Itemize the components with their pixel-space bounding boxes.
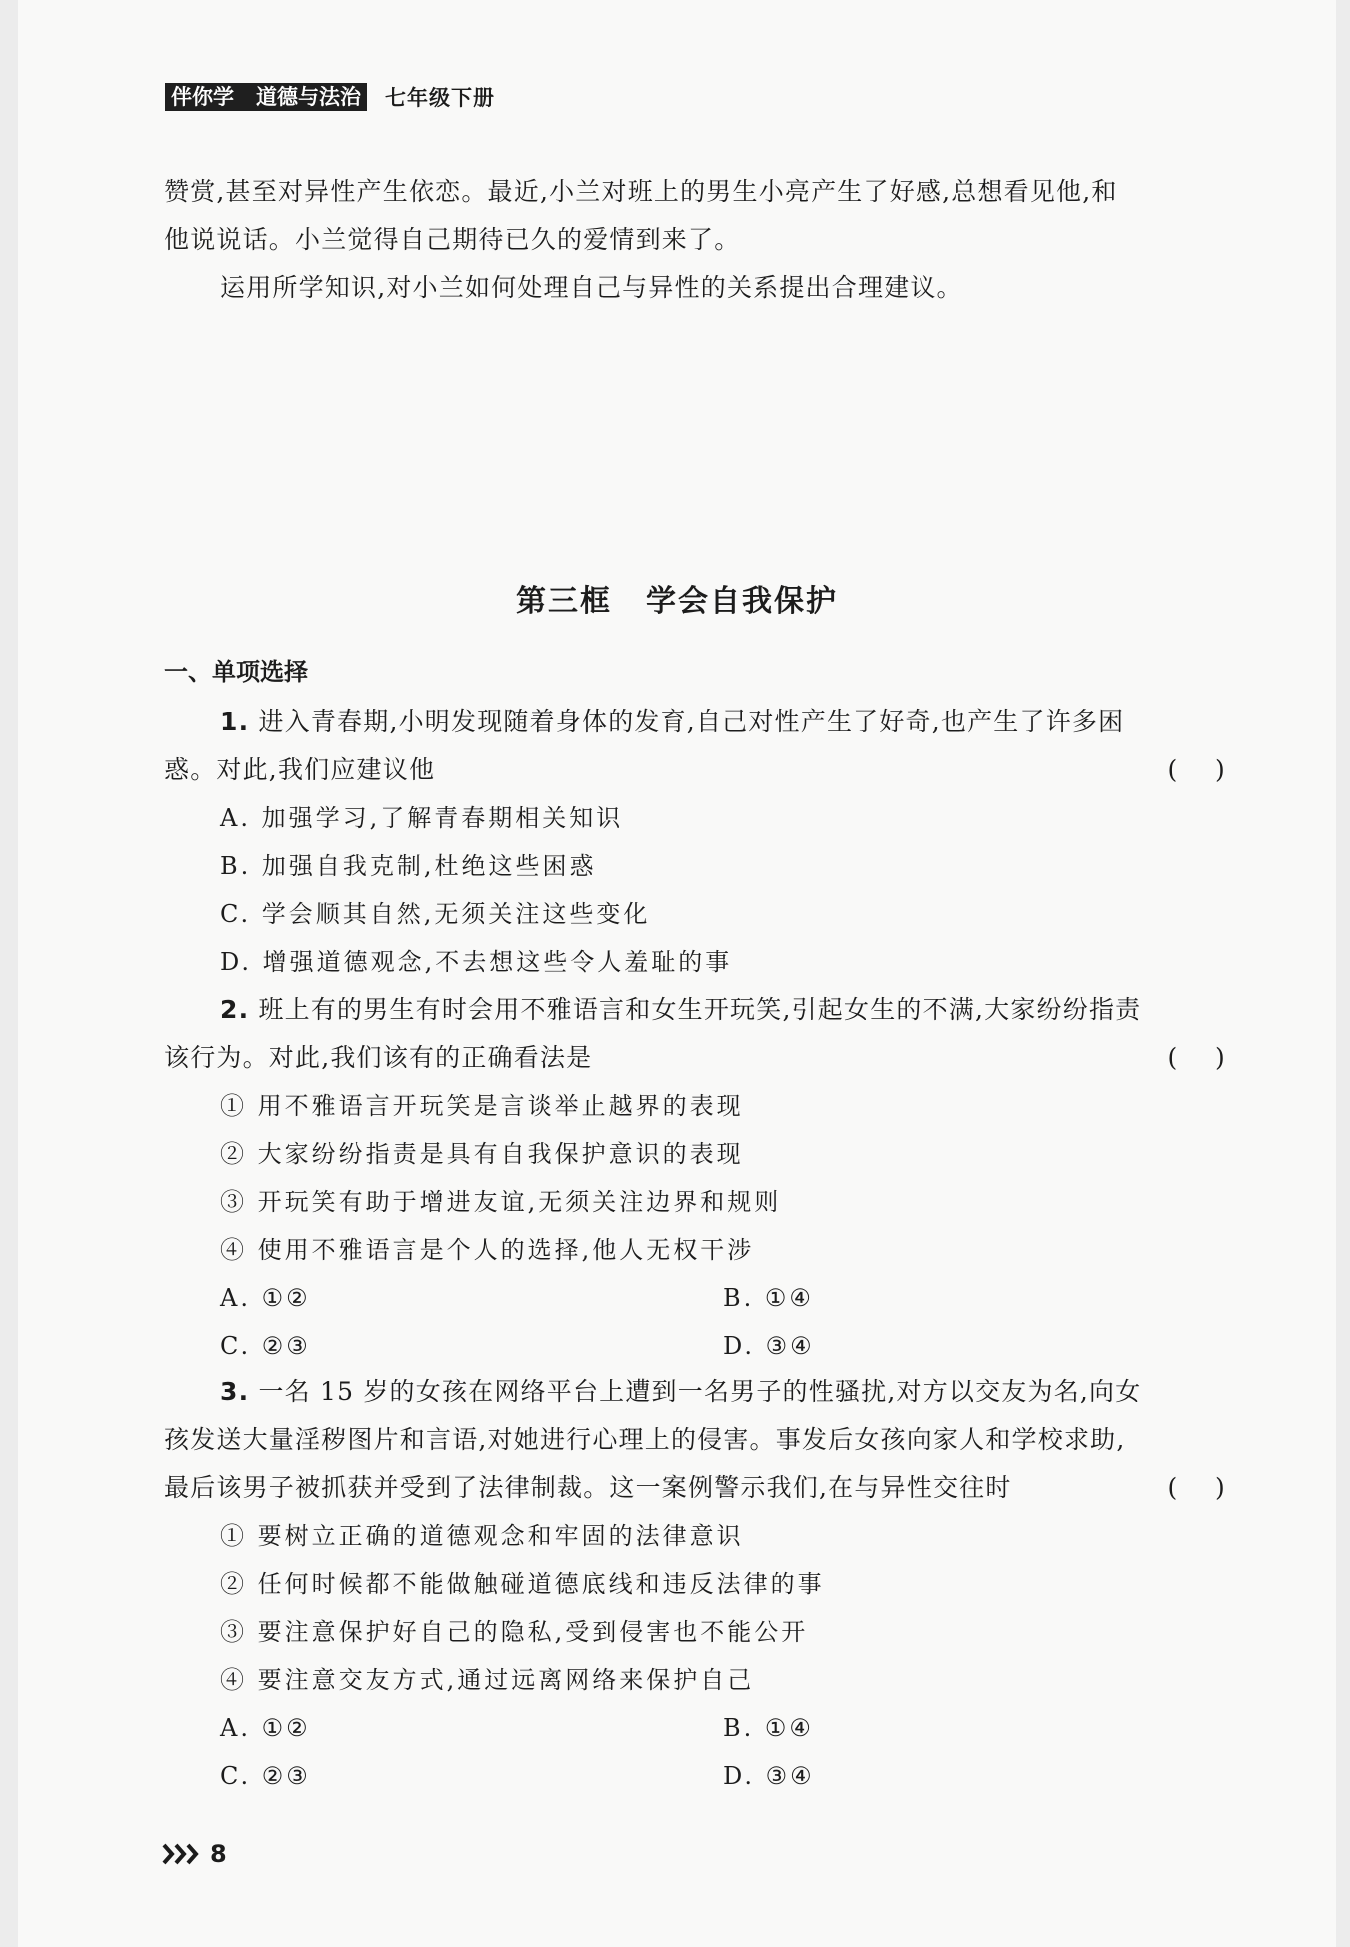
book-series-tag: [165, 83, 367, 111]
section-title: [18, 576, 1336, 620]
option-d: D. ③④: [723, 1762, 815, 1790]
intro-line-2: 他说说话。小兰觉得自己期待已久的爱情到来了。: [164, 225, 741, 254]
question-1: [164, 698, 1226, 986]
section-title-part1: 第三框: [516, 584, 612, 619]
page-number: 8: [210, 1840, 227, 1868]
question-2-last-line: [164, 1034, 1226, 1082]
book-name: 伴你学: [171, 85, 234, 109]
question-2: [164, 986, 1226, 1370]
option-d: D. 增强道德观念,不去想这些令人羞耻的事: [220, 948, 733, 976]
question-3-line-3: 最后该男子被抓获并受到了法律制裁。这一案例警示我们,在与异性交往时: [164, 1473, 1012, 1502]
statement-1: ① 要树立正确的道德观念和牢固的法律意识: [220, 1522, 744, 1550]
answer-blank: ( ): [1167, 1043, 1226, 1072]
question-2-line-2: 该行为。对此,我们该有的正确看法是: [164, 1043, 593, 1072]
options-row-ab: [164, 1704, 1226, 1752]
double-chevron-right-icon: [162, 1842, 202, 1866]
section-title-part2: 学会自我保护: [646, 584, 838, 619]
question-number: 3.: [220, 1377, 250, 1406]
option-c: C. ②③: [220, 1332, 311, 1360]
intro-line-3: 运用所学知识,对小兰如何处理自己与异性的关系提出合理建议。: [220, 273, 963, 302]
intro-line-1: 赞赏,甚至对异性产生依恋。最近,小兰对班上的男生小亮产生了好感,总想看见他,和: [164, 177, 1118, 206]
question-1-stem: [164, 698, 1226, 746]
option-c: C. 学会顺其自然,无须关注这些变化: [220, 900, 651, 928]
options-row-cd: [164, 1752, 1226, 1800]
section-heading: 一、单项选择: [164, 658, 308, 686]
answer-blank: ( ): [1167, 755, 1226, 784]
statement-3: ③ 要注意保护好自己的隐私,受到侵害也不能公开: [220, 1618, 809, 1646]
statement-3: ③ 开玩笑有助于增进友谊,无须关注边界和规则: [220, 1188, 782, 1216]
option-a: A. ①②: [220, 1284, 311, 1312]
option-d: D. ③④: [723, 1332, 815, 1360]
statement-4: ④ 使用不雅语言是个人的选择,他人无权干涉: [220, 1236, 755, 1264]
option-a: A. ①②: [220, 1714, 311, 1742]
option-b: B. ①④: [723, 1284, 814, 1312]
statement-4: ④ 要注意交友方式,通过远离网络来保护自己: [220, 1666, 755, 1694]
page: [18, 0, 1336, 1947]
intro-text: [164, 168, 1226, 312]
question-1-line-2: 惑。对此,我们应建议他: [164, 755, 436, 784]
grade-label: 七年级下册: [385, 85, 495, 110]
options-row-ab: [164, 1274, 1226, 1322]
question-3-last-line: [164, 1464, 1226, 1512]
subject-name: 道德与法治: [256, 85, 361, 109]
question-2-stem: [164, 986, 1226, 1034]
question-3: [164, 1368, 1226, 1800]
question-3-line-1: 一名 15 岁的女孩在网络平台上遭到一名男子的性骚扰,对方以交友为名,向女: [258, 1377, 1142, 1406]
question-number: 2.: [220, 995, 250, 1024]
question-number: 1.: [220, 707, 250, 736]
question-3-stem: [164, 1368, 1226, 1416]
option-b: B. 加强自我克制,杜绝这些困惑: [220, 852, 597, 880]
statement-1: ① 用不雅语言开玩笑是言谈举止越界的表现: [220, 1092, 744, 1120]
option-a: A. 加强学习,了解青春期相关知识: [220, 804, 624, 832]
question-3-line-2: 孩发送大量淫秽图片和言语,对她进行心理上的侵害。事发后女孩向家人和学校求助,: [164, 1425, 1126, 1454]
answer-blank: ( ): [1167, 1473, 1226, 1502]
options-row-cd: [164, 1322, 1226, 1370]
running-header: [165, 82, 495, 112]
option-c: C. ②③: [220, 1762, 311, 1790]
question-1-last-line: [164, 746, 1226, 794]
page-footer: [162, 1840, 227, 1868]
option-b: B. ①④: [723, 1714, 814, 1742]
question-1-line-1: 进入青春期,小明发现随着身体的发育,自己对性产生了好奇,也产生了许多困: [258, 707, 1125, 736]
statement-2: ② 任何时候都不能做触碰道德底线和违反法律的事: [220, 1570, 825, 1598]
statement-2: ② 大家纷纷指责是具有自我保护意识的表现: [220, 1140, 744, 1168]
question-2-line-1: 班上有的男生有时会用不雅语言和女生开玩笑,引起女生的不满,大家纷纷指责: [258, 995, 1142, 1024]
